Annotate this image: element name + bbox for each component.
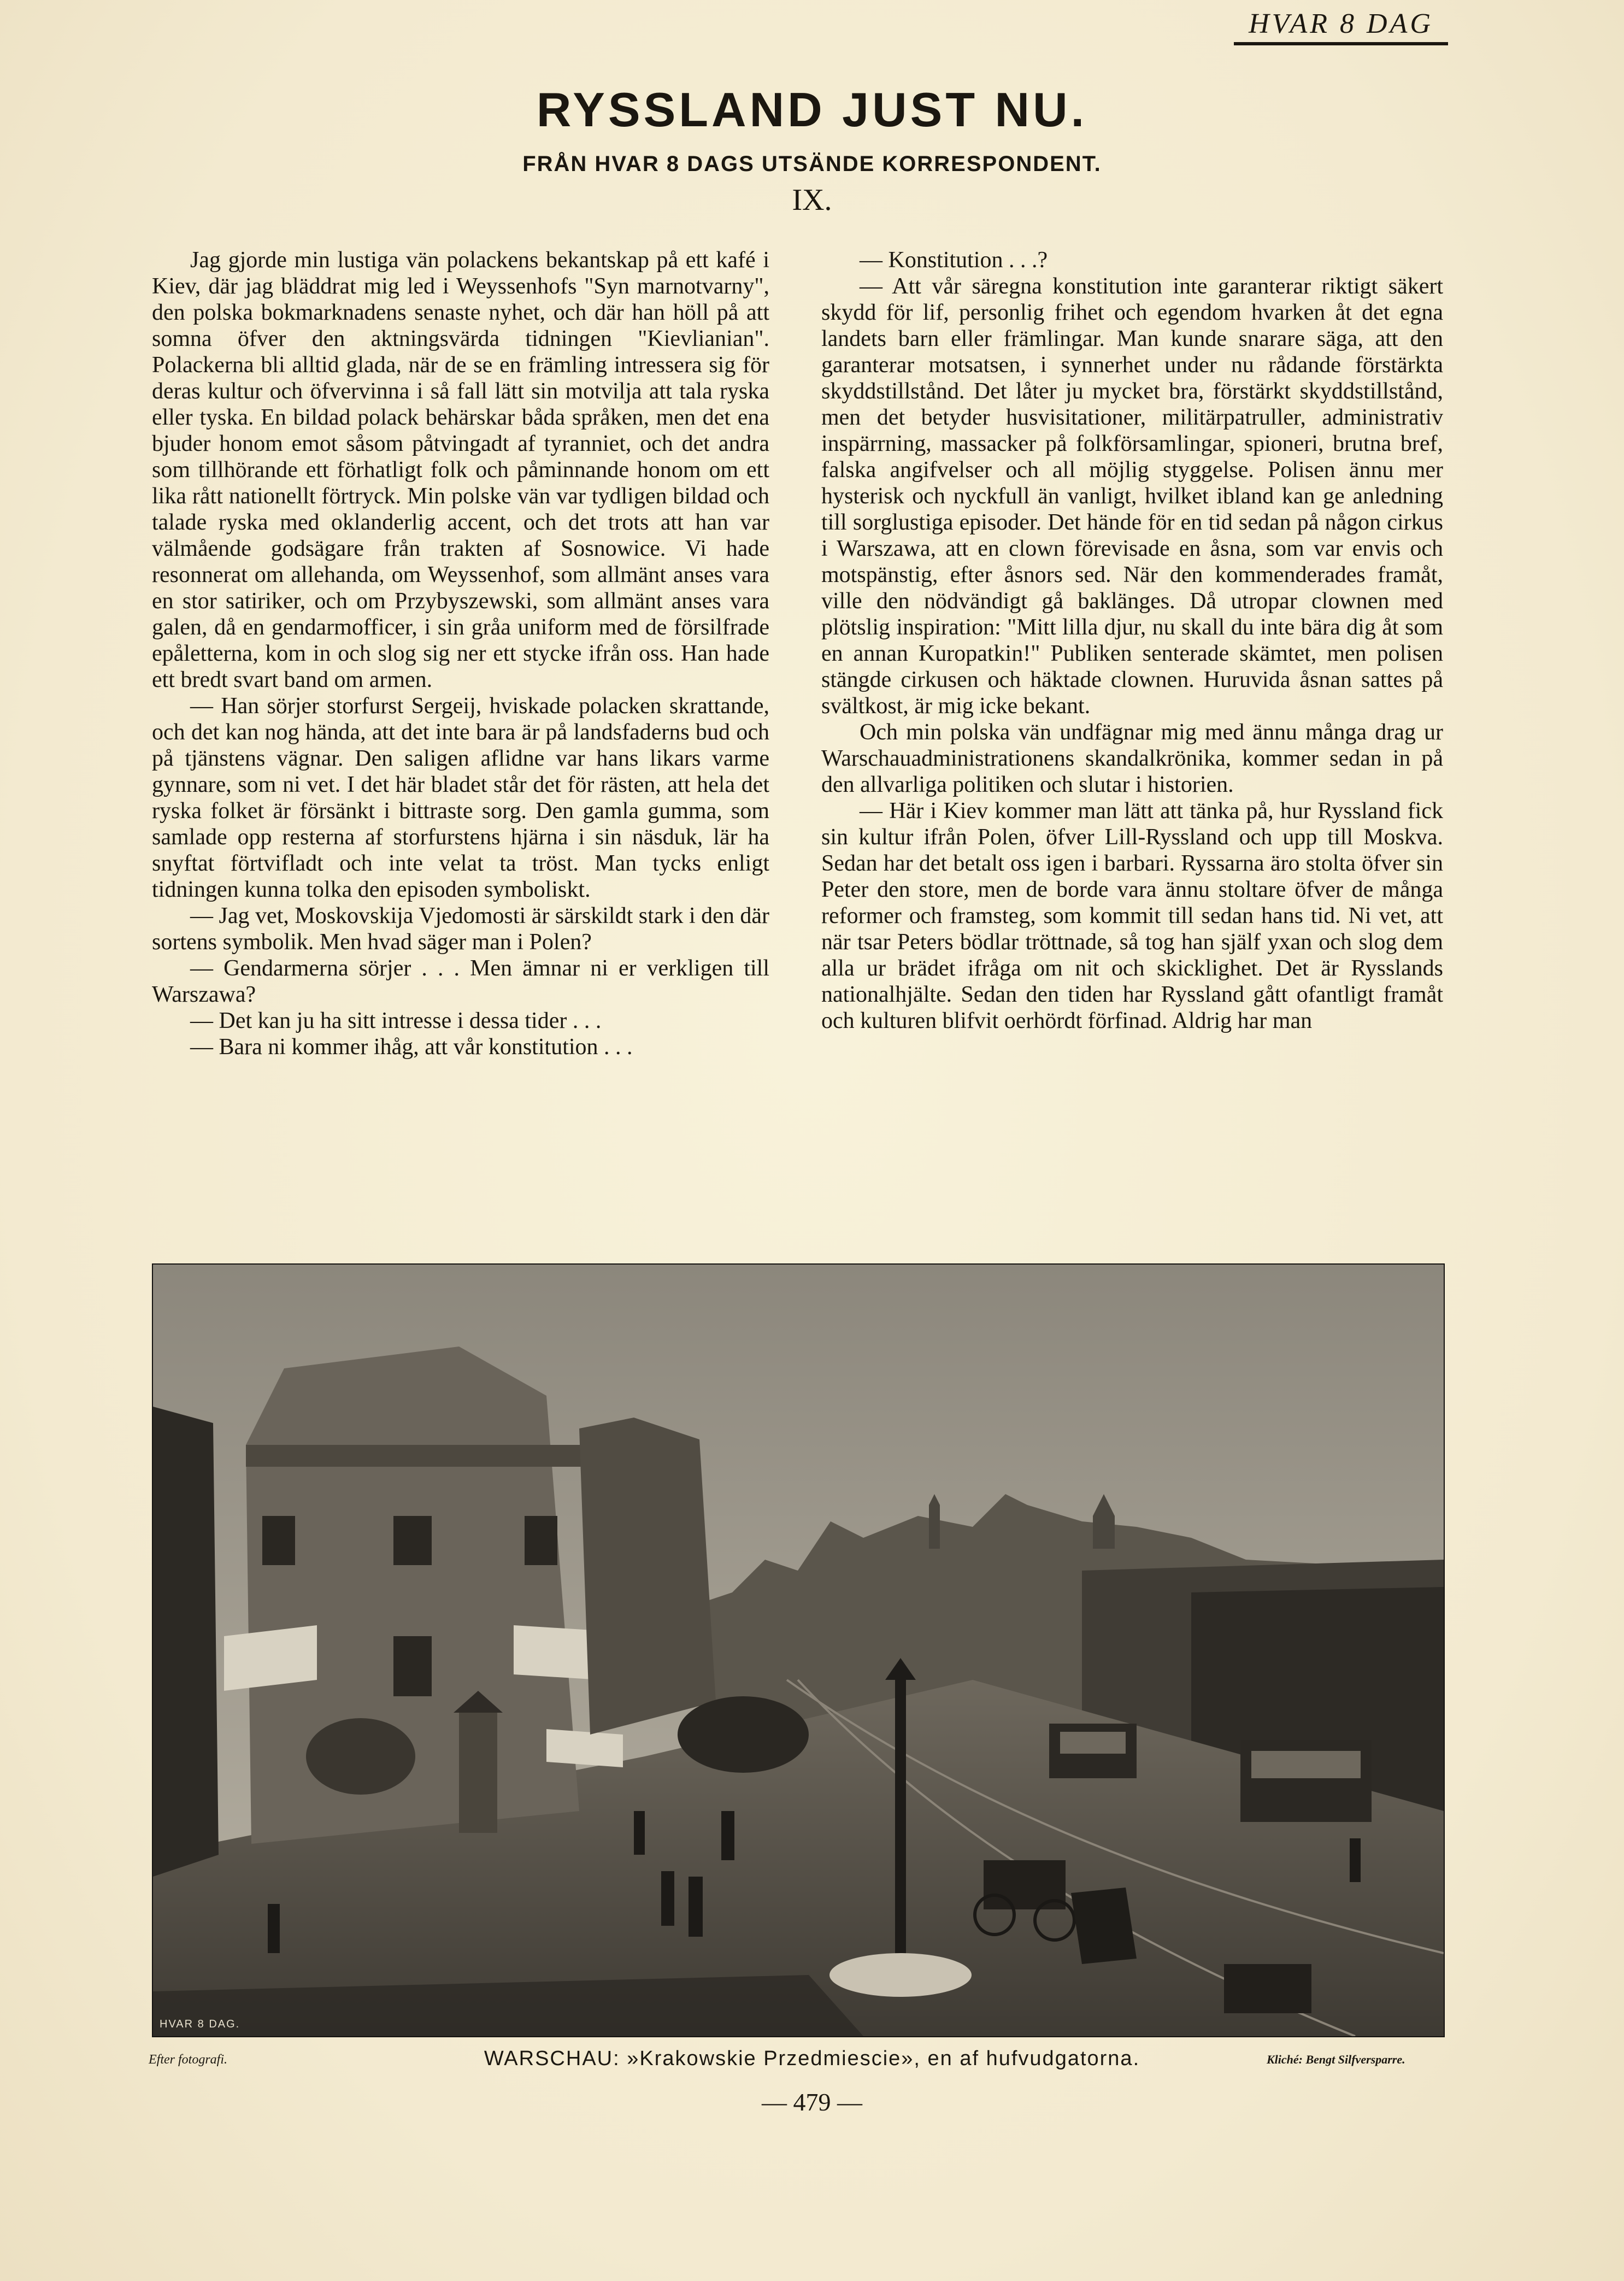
left-column bbox=[152, 247, 769, 1060]
photo-watermark: HVAR 8 DAG. bbox=[160, 2018, 240, 2030]
paragraph: — Bara ni kommer ihåg, att vår konstitution . . . bbox=[190, 1034, 633, 1060]
running-head: HVAR 8 DAG bbox=[1234, 8, 1448, 45]
paragraph: — Det kan ju ha sitt intresse i dessa tider . . . bbox=[190, 1008, 602, 1033]
part-number: IX. bbox=[792, 183, 832, 217]
paragraph: — Han sörjer storfurst Sergeij, hviskade polacken skrattande, och det kan nog hända, att det inte bara är på landsfaderns bud och på tjänstens vägnar. Den saligen aflidne var hans likars varme gynnare, som ni vet. I det här bladet står det för rästen, att hela det ryska folket är försänkt i bittraste sorg. Den gamla gumma, som samlade opp resterna af storfurstens hjärna i sin näsduk, lär ha snyftat förtvifladt och inte velat ta tröst. Man tycks enligt tidningen kunna tolka den episoden symboliskt. bbox=[152, 693, 769, 902]
paragraph: — Gendarmerna sörjer . . . Men ämnar ni er verkligen till Warszawa? bbox=[152, 956, 769, 1007]
paragraph: — Konstitution . . .? bbox=[860, 248, 1048, 273]
page-number: — 479 — bbox=[762, 2088, 862, 2116]
photo-caption: WARSCHAU: »Krakowskie Przedmiescie», en af hufvudgatorna. bbox=[484, 2047, 1140, 2070]
photo-illustration bbox=[153, 1265, 1444, 2036]
paragraph: — Jag vet, Moskovskija Vjedomosti är särskildt stark i den där sortens symbolik. Men hvad säger man i Polen? bbox=[152, 903, 769, 955]
paragraph: — Att vår säregna konstitution inte garanterar riktigt säkert skydd för lif, personlig frihet och egendom hvarken åt det egna landets barn eller främlingar. Man kunde snarare säga, att den garanterar motsatsen, i synnerhet under nu rådande förstärkta skyddstillstånd. Det låter ju mycket bra, förstärkt skyddstillstånd, men det betyder husvisitationer, militärpatruller, administrativ inspärrning, massacker på folkförsamlingar, spioneri, brutna bref, falska angifvelser och all möjlig styggelse. Polisen ännu mer hysterisk och nyckfull än vanligt, hvilket ibland kan ge anledning till sorglustiga episoder. Det hände för en tid sedan på någon cirkus i Warszawa, att en clown förevisade en åsna, som var envis och motspänstig, efter åsnors sed. När den kommenderades framåt, ville den nödvändigt gå baklänges. Då utropar clownen med plötslig inspiration: "Mitt lilla djur, nu skall du inte bära dig åt som en annan Kuropatkin!" Publiken senterade skämtet, men polisen stängde cirkusen och häktade clownen. Huruvida åsnan sattes på svältkost, är mig icke bekant. bbox=[821, 274, 1443, 719]
paragraph: — Här i Kiev kommer man lätt att tänka på, hur Ryssland fick sin kultur ifrån Polen, öfver Lill-Ryssland och upp till Moskva. Sedan har det betalt oss igen i barbari. Ryssarna äro stolta öfver sin Peter den store, men de borde vara ännu stoltare öfver de många reformer och framsteg, som kommit till sedan hans tid. Ni vet, att när tsar Peters bödlar tröttnade, så tog han själf yxan och slog dem alla ur brädet ifråga om nit och skicklighet. Det är Rysslands nationalhjälte. Sedan den tiden har Ryssland gått ofantligt framåt och kulturen blifvit oerhördt förfinad. Aldrig har man bbox=[821, 798, 1443, 1033]
right-column bbox=[821, 247, 1443, 1034]
photo-credit-left: Efter fotografi. bbox=[149, 2053, 227, 2067]
photo-credit-right: Kliché: Bengt Silfversparre. bbox=[1267, 2053, 1405, 2066]
paragraph: Och min polska vän undfägnar mig med ännu många drag ur Warschauadministrationens skandalkrönika, kommer sedan in på den allvarliga politiken och slutar i historien. bbox=[821, 720, 1443, 797]
paragraph: Jag gjorde min lustiga vän polackens bekantskap på ett kafé i Kiev, där jag bläddrat mig led i Weyssenhofs "Syn marnotvarny", den polska bokmarknadens senaste nyhet, och där han höll på att somna öfver den aktningsvärda tidningen "Kievlianian". Polackerna bli alltid glada, när de se en främling intressera sig för deras kultur och öfvervinna i så fall lätt sin motvilja att tala ryska eller tyska. En bildad polack behärskar båda språken, men det ena bjuder honom emot såsom påtvingadt af tyranniet, och det andra som tillhörande ett förhatligt folk och påminnande honom om ett lika rått nationellt förtryck. Min polske vän var tydligen bildad och talade ryska med oklanderlig accent, och det trots att han var välmående godsägare från trakten af Sosnowice. Vi hade resonnerat om allehanda, om Weyssenhof, som allmänt anses vara en stor satiriker, och om Przybyszewski, som allmänt anses vara galen, då en gendarmofficer, i sin gråa uniform med de försilfrade epåletterna, kom in och slog sig ner ett stycke ifrån oss. Han hade ett bredt svart band om armen. bbox=[152, 248, 769, 692]
article-subtitle: FRÅN HVAR 8 DAGS UTSÄNDE KORRESPONDENT. bbox=[522, 152, 1102, 176]
street-photograph bbox=[152, 1263, 1445, 2037]
article-title: RYSSLAND JUST NU. bbox=[536, 83, 1088, 137]
